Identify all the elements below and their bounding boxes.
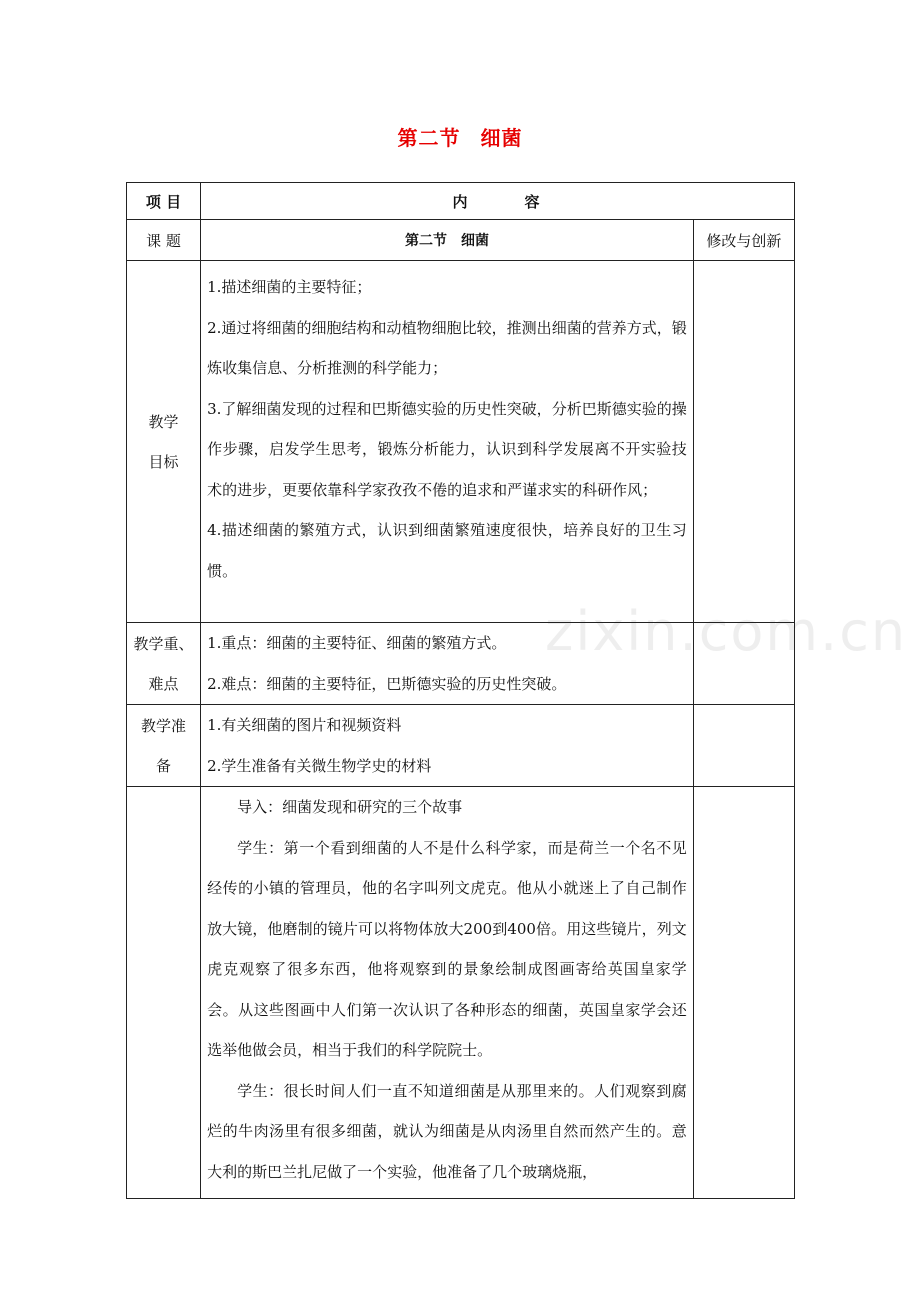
keypoint-item: 1.重点：细菌的主要特征、细菌的繁殖方式。 <box>207 634 507 652</box>
header-item: 项 目 <box>127 183 201 220</box>
process-label <box>127 787 201 1199</box>
preparation-label-line: 教学准 <box>141 716 187 735</box>
goals-label-line: 目标 <box>148 452 179 471</box>
preparation-label-line: 备 <box>156 756 172 775</box>
process-paragraph: 学生：第一个看到细菌的人不是什么科学家，而是荷兰一个名不见经传的小镇的管理员，他的名字叫列文虎克。他从小就迷上了自己制作放大镜，他磨制的镜片可以将物体放大200到400倍。用这些镜片，列文虎克观察了很多东西，他将观察到的景象绘制成图画寄给英国皇家学会。从这些图画中人们第一次认识了各种形态的细菌，英国皇家学会还选举他做会员，相当于我们的科学院院士。 <box>207 838 687 1059</box>
topic-label: 课 题 <box>127 220 201 261</box>
goals-row <box>127 261 795 623</box>
watermark: zixin.com.cn <box>545 600 908 663</box>
header-row <box>127 183 795 220</box>
process-row <box>127 787 795 1199</box>
goals-label-line: 教学 <box>148 412 179 431</box>
keypoints-label <box>127 623 201 705</box>
keypoints-label-line: 难点 <box>148 674 179 693</box>
process-paragraph: 导入：细菌发现和研究的三个故事 <box>237 798 463 816</box>
page-title <box>0 122 920 151</box>
goal-item: 4.描述细菌的繁殖方式，认识到细菌繁殖速度很快，培养良好的卫生习惯。 <box>207 521 687 580</box>
preparation-revision <box>693 705 794 787</box>
keypoints-content <box>201 623 694 705</box>
goal-item: 2.通过将细菌的细胞结构和动植物细胞比较，推测出细菌的营养方式，锻炼收集信息、分析推测的科学能力； <box>207 318 687 377</box>
goals-content <box>201 261 694 623</box>
title-section: 第二节 <box>397 126 461 150</box>
preparation-label <box>127 705 201 787</box>
goal-item: 3.了解细菌发现的过程和巴斯德实验的历史性突破，分析巴斯德实验的操作步骤，启发学生思考，锻炼分析能力，认识到科学发展离不开实验技术的进步，更要依靠科学家孜孜不倦的追求和严谨求实的科研作风； <box>207 399 687 499</box>
goals-revision <box>693 261 794 623</box>
keypoints-revision <box>693 623 794 705</box>
topic-row <box>127 220 795 261</box>
title-topic: 细菌 <box>480 126 523 150</box>
process-revision <box>693 787 794 1199</box>
keypoints-row <box>127 623 795 705</box>
preparation-item: 1.有关细菌的图片和视频资料 <box>207 716 402 734</box>
preparation-content <box>201 705 694 787</box>
goals-label <box>127 261 201 623</box>
goal-item: 1.描述细菌的主要特征； <box>207 278 372 296</box>
preparation-row <box>127 705 795 787</box>
process-content <box>201 787 694 1199</box>
keypoints-label-line: 教学重、 <box>133 634 194 653</box>
lesson-plan-table <box>126 182 795 1199</box>
header-content: 内 容 <box>201 183 795 220</box>
revision-header: 修改与创新 <box>693 220 794 261</box>
process-paragraph: 学生：很长时间人们一直不知道细菌是从那里来的。人们观察到腐烂的牛肉汤里有很多细菌，就认为细菌是从肉汤里自然而然产生的。意大利的斯巴兰扎尼做了一个实验，他准备了几个玻璃烧瓶， <box>207 1081 687 1181</box>
keypoint-item: 2.难点：细菌的主要特征，巴斯德实验的历史性突破。 <box>207 674 567 693</box>
preparation-item: 2.学生准备有关微生物学史的材料 <box>207 756 432 775</box>
topic-content: 第二节 细菌 <box>201 220 694 261</box>
